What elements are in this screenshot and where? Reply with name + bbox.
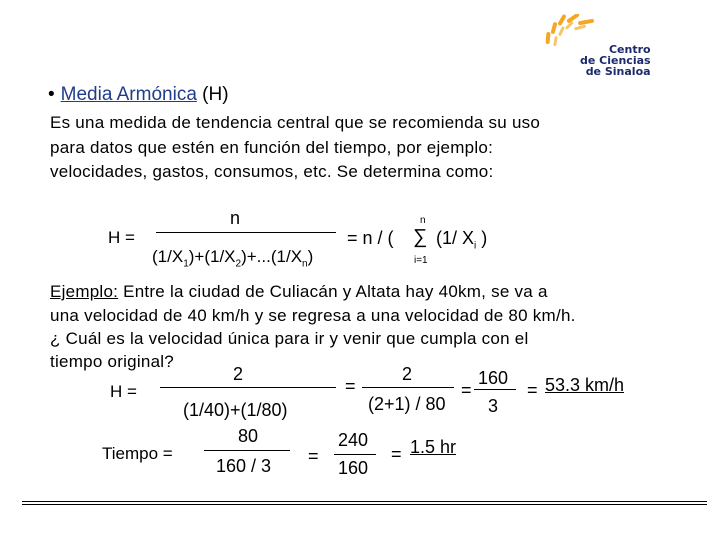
- calc-h-den-2: (2+1) / 80: [368, 394, 446, 414]
- calc-h-result: 53.3 km/h: [545, 375, 625, 395]
- example-line-3: ¿ Cuál es la velocidad única para ir y venir que cumpla con el: [50, 329, 529, 348]
- example-label: Ejemplo:: [50, 282, 119, 301]
- formula-fraction-bar: [156, 232, 336, 233]
- logo-line-2: de Ciencias: [580, 54, 651, 67]
- calc-t-bar-1: [204, 450, 290, 451]
- heading-suffix: (H): [202, 84, 229, 105]
- example-line-1-text: Entre la ciudad de Culiacán y Altata hay 40km, se va a: [118, 282, 548, 301]
- formula-lhs: H =: [108, 228, 135, 247]
- calc-h-bar-3: [474, 389, 516, 390]
- calc-h-den-1: (1/40)+(1/80): [183, 400, 288, 420]
- calc-t-eq-1: =: [308, 446, 319, 466]
- formula-numerator: n: [230, 208, 241, 228]
- sigma-upper-limit: n: [420, 215, 426, 226]
- calc-h-lhs: H =: [110, 382, 137, 401]
- calc-h-num-3: 160: [478, 368, 509, 388]
- calc-t-den-2: 160: [338, 458, 369, 478]
- bullet: •: [48, 84, 55, 105]
- calc-h-eq-1: =: [345, 376, 356, 396]
- calc-t-num-2: 240: [338, 430, 369, 450]
- formula-denominator: $(1/X_1)+(1/X_2)+...(1/X_n)$: [152, 247, 314, 270]
- calc-h-bar-1: [160, 387, 336, 388]
- footer-rule-bottom: [22, 504, 707, 505]
- calc-h-num-1: 2: [233, 364, 244, 384]
- calc-t-eq-2: =: [391, 444, 402, 464]
- calc-h-eq-2: =: [461, 380, 472, 400]
- intro-line-2: para datos que estén en función del tiempo, por ejemplo:: [50, 138, 494, 157]
- calc-h-num-2: 2: [402, 364, 413, 384]
- calc-t-num-1: 80: [238, 426, 259, 446]
- calc-h-eq-3: =: [527, 380, 538, 400]
- intro-line-1: Es una medida de tendencia central que se recomienda su uso: [50, 113, 541, 132]
- calc-t-result: 1.5 hr: [410, 437, 457, 457]
- intro-line-3: velocidades, gastos, consumos, etc. Se determina como:: [50, 162, 494, 181]
- calc-h-den-3: 3: [488, 396, 499, 416]
- example-line-4: tiempo original?: [50, 352, 175, 371]
- example-line-1: [50, 282, 548, 302]
- logo-line-3: de Sinaloa: [585, 65, 651, 78]
- formula-rhs-prefix: = n / (: [347, 228, 394, 248]
- calc-t-den-1: 160 / 3: [216, 456, 272, 476]
- logo-text: [580, 44, 651, 77]
- example-line-2: una velocidad de 40 km/h y se regresa a una velocidad de 80 km/h.: [50, 306, 576, 325]
- sigma-lower-limit: i=1: [414, 255, 428, 266]
- footer-rule-top: [22, 501, 707, 502]
- section-heading: [48, 84, 229, 106]
- calc-t-lhs: Tiempo =: [102, 444, 173, 463]
- formula-rhs-term: (1/ $X_i$ ): [436, 228, 488, 252]
- calc-t-bar-2: [334, 454, 376, 455]
- logo: [538, 14, 698, 84]
- logo-line-1: Centro: [608, 43, 651, 56]
- calc-h-bar-2: [362, 387, 454, 388]
- sigma-symbol: ∑: [413, 226, 428, 248]
- heading-link[interactable]: Media Armónica: [60, 84, 197, 105]
